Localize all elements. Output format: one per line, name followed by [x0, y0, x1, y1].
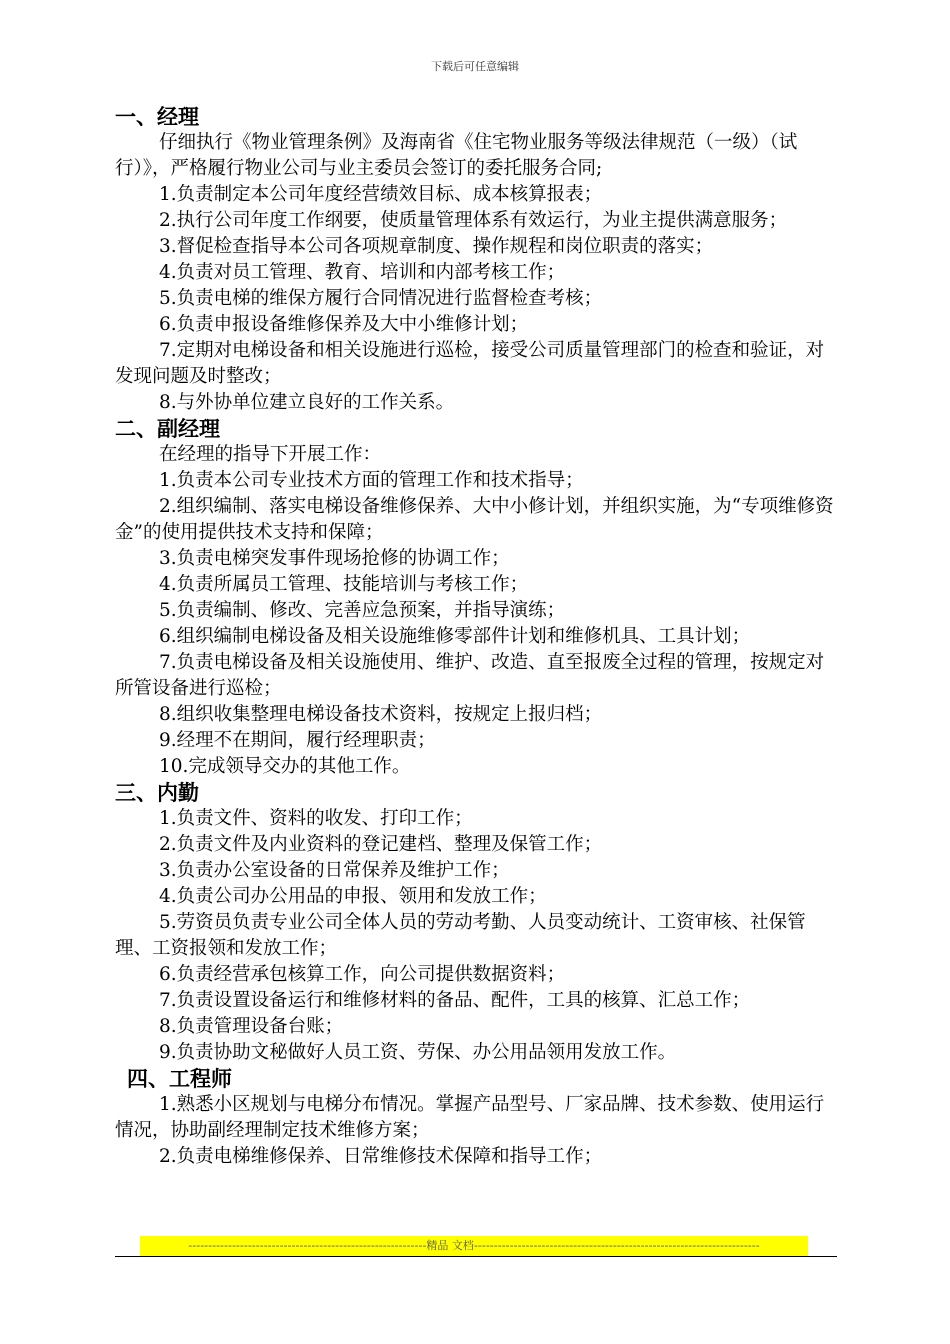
paragraph: 5.劳资员负责专业公司全体人员的劳动考勤、人员变动统计、工资审核、社保管理、工资报领和发放工作； — [115, 912, 806, 959]
paragraph: 9.负责协助文秘做好人员工资、劳保、办公用品领用发放工作。 — [159, 1042, 677, 1063]
section-title: 二、副经理 — [115, 417, 220, 441]
paragraph: 3.负责办公室设备的日常保养及维护工作； — [159, 860, 510, 881]
footer-divider — [115, 1256, 837, 1257]
paragraph: 2.组织编制、落实电梯设备维修保养、大中小修计划，并组织实施，为“专项维修资金”的使用提供技术支持和保障； — [115, 496, 834, 543]
document-body — [115, 104, 837, 1170]
paragraph: 2.负责文件及内业资料的登记建档、整理及保管工作； — [159, 834, 603, 855]
paragraph: 1.负责制定本公司年度经营绩效目标、成本核算报表； — [159, 184, 603, 205]
paragraph: 7.负责设置设备运行和维修材料的备品、配件，工具的核算、汇总工作； — [159, 990, 751, 1011]
section-title: 三、内勤 — [115, 781, 199, 805]
paragraph: 1.负责本公司专业技术方面的管理工作和技术指导； — [159, 470, 584, 491]
paragraph: 9.经理不在期间，履行经理职责； — [159, 730, 436, 751]
paragraph: 4.负责对员工管理、教育、培训和内部考核工作； — [159, 262, 566, 283]
paragraph: 在经理的指导下开展工作： — [159, 444, 382, 465]
page-footer: ------------------------------------------------------------精品 文档------------------------------------------------------------------------ — [140, 1236, 808, 1256]
paragraph: 8.与外协单位建立良好的工作关系。 — [159, 392, 455, 413]
paragraph: 6.组织编制电梯设备及相关设施维修零部件计划和维修机具、工具计划； — [159, 626, 751, 647]
paragraph: 4.负责所属员工管理、技能培训与考核工作； — [159, 574, 529, 595]
paragraph: 8.负责管理设备台账； — [159, 1016, 344, 1037]
paragraph: 4.负责公司办公用品的申报、领用和发放工作； — [159, 886, 547, 907]
paragraph: 7.定期对电梯设备和相关设施进行巡检，接受公司质量管理部门的检查和验证，对发现问题及时整改； — [115, 340, 825, 387]
paragraph: 6.负责经营承包核算工作，向公司提供数据资料； — [159, 964, 566, 985]
paragraph: 6.负责申报设备维修保养及大中小维修计划； — [159, 314, 529, 335]
section-title: 一、经理 — [115, 105, 199, 129]
paragraph: 2.负责电梯维修保养、日常维修技术保障和指导工作； — [159, 1146, 603, 1167]
paragraph: 仔细执行《物业管理条例》及海南省《住宅物业服务等级法律规范（一级）（试行）》，严格履行物业公司与业主委员会签订的委托服务合同; — [115, 132, 798, 179]
paragraph: 2.执行公司年度工作纲要，使质量管理体系有效运行，为业主提供满意服务； — [159, 210, 788, 231]
paragraph: 7.负责电梯设备及相关设施使用、维护、改造、直至报废全过程的管理，按规定对所管设备进行巡检； — [115, 652, 825, 699]
paragraph: 3.负责电梯突发事件现场抢修的协调工作； — [159, 548, 510, 569]
paragraph: 5.负责电梯的维保方履行合同情况进行监督检查考核； — [159, 288, 603, 309]
paragraph: 8.组织收集整理电梯设备技术资料，按规定上报归档； — [159, 704, 603, 725]
page-header: 下载后可任意编辑 — [431, 60, 519, 73]
paragraph: 10.完成领导交办的其他工作。 — [159, 756, 411, 777]
section-title: 四、工程师 — [127, 1067, 232, 1091]
paragraph: 1.熟悉小区规划与电梯分布情况。掌握产品型号、厂家品牌、技术参数、使用运行情况，协助副经理制定技术维修方案； — [115, 1094, 825, 1141]
paragraph: 1.负责文件、资料的收发、打印工作； — [159, 808, 473, 829]
paragraph: 3.督促检查指导本公司各项规章制度、操作规程和岗位职责的落实； — [159, 236, 714, 257]
paragraph: 5.负责编制、修改、完善应急预案，并指导演练； — [159, 600, 566, 621]
